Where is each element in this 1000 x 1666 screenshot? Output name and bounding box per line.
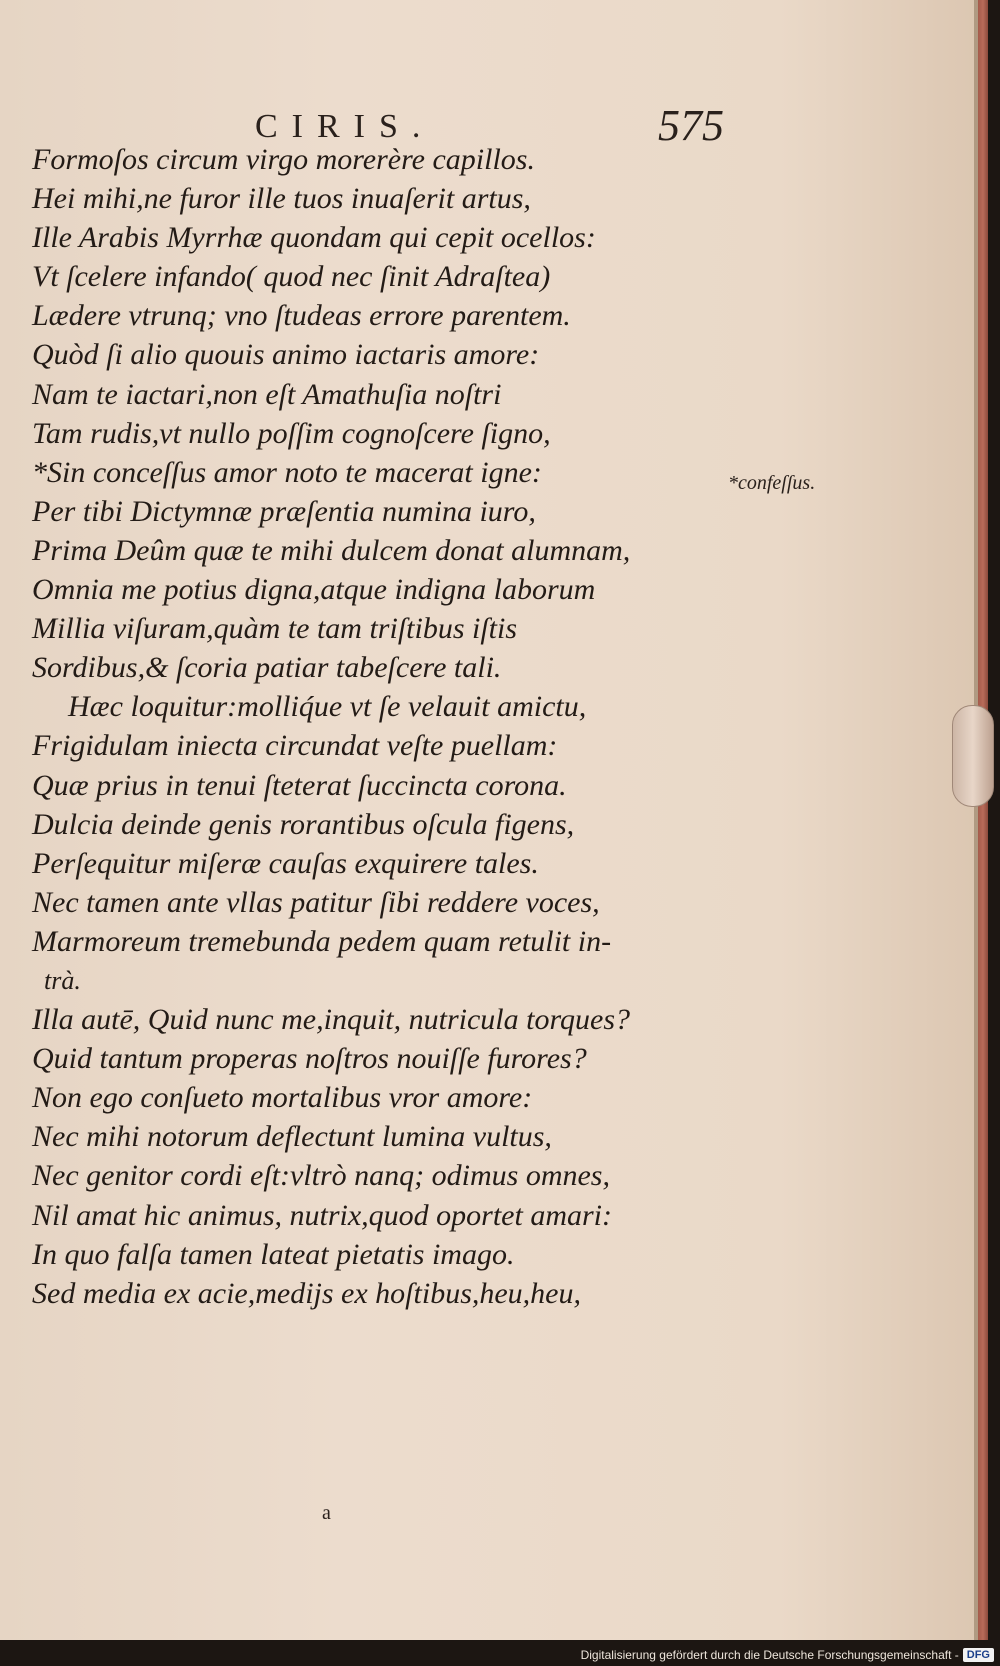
verse-line: Illa autē, Quid nunc me,inquit, nutricula torques? (32, 1003, 630, 1037)
page-number: 575 (658, 101, 724, 150)
dfg-logo: DFG (963, 1648, 994, 1662)
verse-line: Ille Arabis Myrrhæ quondam qui cepit ocellos: (32, 221, 596, 255)
verse-line: *Sin conceſſus amor noto te macerat igne: (32, 455, 542, 489)
verse-line: Sed media ex acie,medijs ex hoſtibus,heu,heu, (32, 1276, 581, 1310)
bookmark-tab (952, 705, 994, 807)
verse-line: Hæc loquitur:molliq́ue vt ſe velauit amictu, (68, 690, 587, 724)
verse-line: Vt ſcelere infando( quod nec ſinit Adraſtea) (32, 260, 551, 294)
verse-line: Perſequitur miſeræ cauſas exquirere tales. (32, 846, 539, 880)
verse-line: Nec tamen ante vllas patitur ſibi reddere voces, (32, 885, 600, 919)
verse-line: Tam rudis,vt nullo poſſim cognoſcere ſigno, (32, 416, 551, 450)
verse-line: Per tibi Dictymnæ præſentia numina iuro, (32, 494, 536, 528)
digitization-footer (581, 1648, 994, 1662)
footer-credit: Digitalisierung gefördert durch die Deutsche Forschungsgemeinschaft - (580, 1648, 959, 1662)
verse-line: Nam te iactari,non eſt Amathuſia noſtri (32, 377, 502, 411)
verse-line: Dulcia deinde genis rorantibus oſcula figens, (32, 807, 575, 841)
verse-line: In quo falſa tamen lateat pietatis imago. (32, 1237, 515, 1271)
running-title: CIRIS. (255, 108, 435, 145)
verse-line: Nil amat hic animus, nutrix,quod oportet amari: (32, 1198, 612, 1232)
verse-line: Formoſos circum virgo morerère capillos. (32, 143, 535, 176)
verse-line: Non ego conſueto mortalibus vror amore: (32, 1081, 533, 1115)
page-edge (978, 0, 988, 1640)
verse-line: Quid tantum properas noſtros nouiſſe furores? (32, 1042, 587, 1076)
verse-line: Lædere vtrunq; vno ſtudeas errore parentem. (32, 299, 571, 333)
verse-line: Marmoreum tremebunda pedem quam retulit in- (32, 924, 612, 958)
verse-line: Frigidulam iniecta circundat veſte puellam: (32, 729, 558, 763)
margin-note: *confeſſus. (728, 472, 816, 494)
verse-line: Quæ prius in tenui ſteterat ſuccincta corona. (32, 768, 567, 802)
verse-runover: trà. (44, 965, 81, 995)
verse-line: Omnia me potius digna,atque indigna laborum (32, 573, 596, 607)
verse-line: Hei mihi,ne furor ille tuos inuaſerit artus, (32, 182, 531, 216)
verse-list (32, 140, 732, 1313)
signature-mark: a (322, 1502, 331, 1524)
verse-line: Millia viſuram,quàm te tam triſtibus iſtis (32, 612, 518, 646)
verse-line: Quòd ſi alio quouis animo iactaris amore: (32, 338, 540, 372)
verse-line: Prima Deûm quæ te mihi dulcem donat alumnam, (32, 533, 631, 567)
verse-line: Sordibus,& ſcoria patiar tabeſcere tali. (32, 651, 502, 685)
verse-line: Nec genitor cordi eſt:vltrò nanq; odimus omnes, (32, 1159, 610, 1193)
verse-line: Nec mihi notorum deflectunt lumina vultus, (32, 1120, 552, 1154)
